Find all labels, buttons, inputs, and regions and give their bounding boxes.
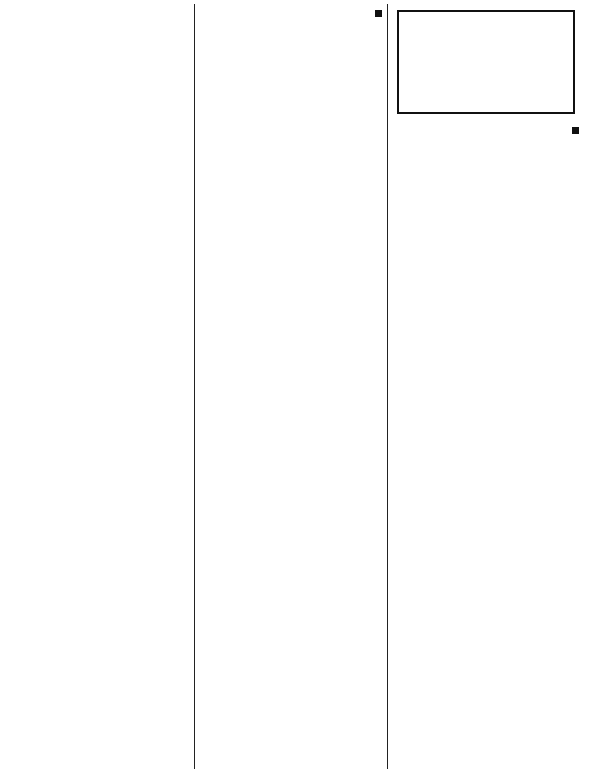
right-column xyxy=(388,4,584,769)
square-bullet-icon xyxy=(572,127,579,134)
square-bullet-icon xyxy=(375,10,382,17)
title-box xyxy=(397,10,575,114)
left-column xyxy=(6,4,194,769)
middle-column xyxy=(194,4,388,769)
